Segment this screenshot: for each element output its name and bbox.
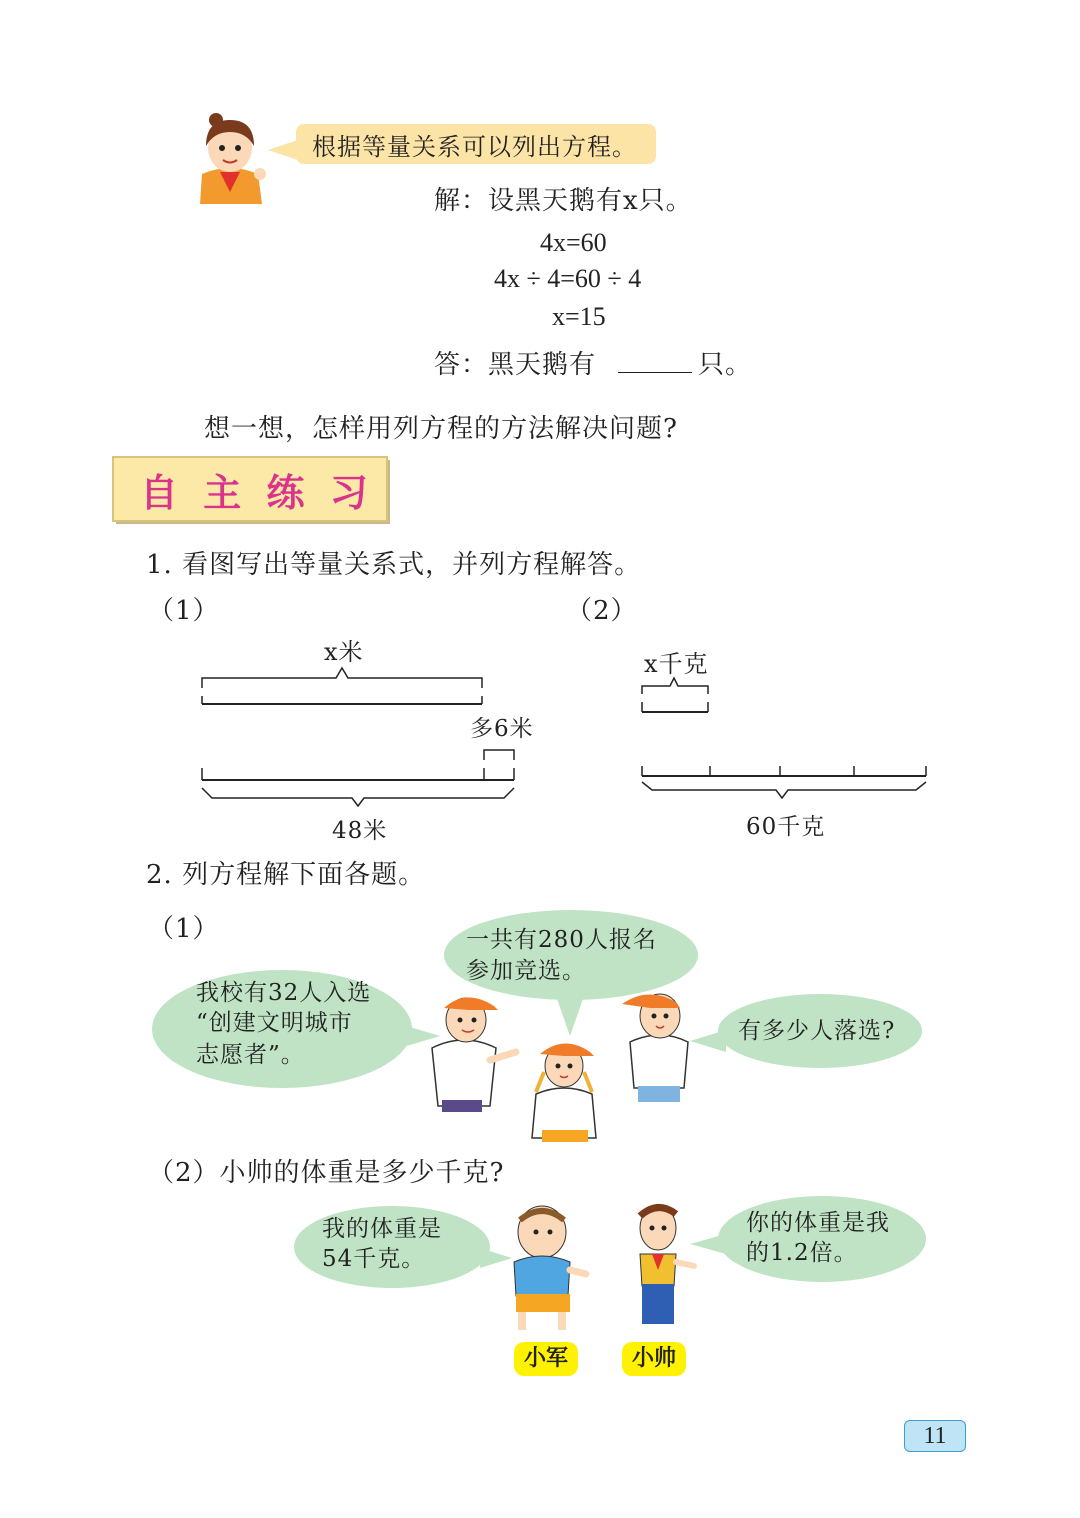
students-illustration	[424, 988, 704, 1144]
equation-2: 4x ÷ 4=60 ÷ 4	[494, 264, 642, 293]
diagram1-more-label: 多6米	[470, 716, 534, 742]
q1-text: 1. 看图写出等量关系式，并列方程解答。	[146, 550, 642, 580]
bubble2-line2: 参加竞选。	[466, 958, 586, 984]
solve-line: 解：设黑天鹅有x只。	[434, 186, 693, 216]
girl-illustration	[190, 112, 270, 204]
diagram2-bottom-label: 60千克	[746, 814, 826, 840]
tip-bubble-tail	[268, 140, 298, 160]
think-prompt: 想一想，怎样用列方程的方法解决问题?	[204, 414, 678, 444]
diagram1-bottom-label: 48米	[332, 818, 388, 844]
bubble4-line1: 我的体重是	[322, 1216, 442, 1242]
equation-1: 4x=60	[540, 228, 607, 257]
bubble5-line1: 你的体重是我	[746, 1210, 890, 1236]
speech-bubble-2	[444, 910, 698, 1000]
answer-blank[interactable]	[618, 372, 692, 373]
name-tag-xiaojun: 小军	[514, 1342, 578, 1376]
bubble4-line2: 54千克。	[322, 1246, 426, 1272]
segment-diagram-2	[636, 674, 936, 804]
answer-suffix: 只。	[698, 350, 753, 380]
bubble3-text: 有多少人落选?	[738, 1018, 896, 1044]
bubble1-line1: 我校有32人入选	[196, 980, 372, 1006]
diagram2-top-label: x千克	[644, 650, 709, 678]
bubble1-line2: “创建文明城市	[196, 1010, 353, 1036]
answer-prefix: 答：黑天鹅有	[434, 350, 597, 380]
q2-part1-label: （1）	[148, 914, 220, 944]
equation-3: x=15	[552, 302, 606, 331]
diagram1-more-brace	[484, 750, 514, 760]
section-title: 自 主 练 习	[140, 471, 374, 515]
diagram2-top-brace	[642, 678, 708, 694]
q1-part2-label: （2）	[566, 596, 638, 626]
diagram2-bottom-brace	[642, 782, 926, 798]
diagram1-bottom-brace	[202, 788, 514, 806]
boys-illustration	[500, 1200, 710, 1340]
name-tag-xiaoshuai: 小帅	[622, 1342, 686, 1376]
tip-text: 根据等量关系可以列出方程。	[312, 133, 637, 161]
bubble2-line1: 一共有280人报名	[466, 927, 657, 953]
bubble5-line2: 的1.2倍。	[746, 1240, 858, 1266]
bubble1-line3: 志愿者”。	[196, 1042, 305, 1068]
q1-part1-label: （1）	[148, 596, 220, 626]
diagram1-top-brace	[202, 668, 482, 688]
page-number: 11	[904, 1420, 966, 1452]
q2-part2-question: （2）小帅的体重是多少千克?	[148, 1158, 505, 1188]
diagram1-top-label: x米	[324, 638, 364, 666]
q2-text: 2. 列方程解下面各题。	[146, 860, 426, 890]
